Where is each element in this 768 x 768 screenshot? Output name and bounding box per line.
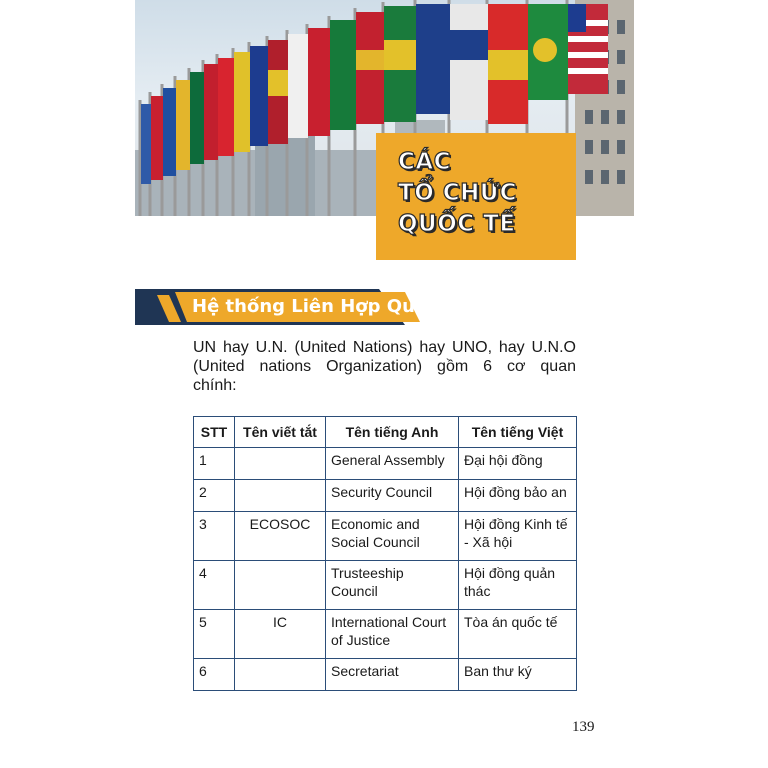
chapter-title-line-3: QUỐC TẾ bbox=[398, 211, 516, 237]
chapter-title-line-1: CÁC bbox=[398, 149, 452, 175]
cell-stt: 1 bbox=[194, 448, 235, 480]
cell-english-name: Security Council bbox=[326, 480, 459, 512]
header-vietnamese-name: Tên tiếng Việt bbox=[459, 417, 577, 448]
cell-abbreviation bbox=[235, 561, 326, 610]
cell-abbreviation: ECOSOC bbox=[235, 512, 326, 561]
cell-abbreviation bbox=[235, 448, 326, 480]
cell-english-name: Economic and Social Council bbox=[326, 512, 459, 561]
table-header-row bbox=[194, 417, 577, 448]
section-heading: Hệ thống Liên Hợp Quốc bbox=[192, 296, 438, 317]
cell-vietnamese-name: Hội đồng quản thác bbox=[459, 561, 577, 610]
cell-english-name: International Court of Justice bbox=[326, 610, 459, 659]
cell-stt: 5 bbox=[194, 610, 235, 659]
table-row bbox=[194, 659, 577, 691]
table-row bbox=[194, 561, 577, 610]
un-organs-table bbox=[193, 416, 577, 691]
intro-line-1: UN hay U.N. (United Nations) hay UNO, hay U.N.O bbox=[193, 339, 576, 356]
chapter-title-line-2: TỔ CHỨC bbox=[398, 180, 517, 206]
cell-vietnamese-name: Ban thư ký bbox=[459, 659, 577, 691]
header-abbreviation: Tên viết tắt bbox=[235, 417, 326, 448]
cell-stt: 6 bbox=[194, 659, 235, 691]
cell-vietnamese-name: Hội đồng bảo an bbox=[459, 480, 577, 512]
cell-stt: 4 bbox=[194, 561, 235, 610]
header-english-name: Tên tiếng Anh bbox=[326, 417, 459, 448]
intro-line-2: (United nations Organization) gồm 6 cơ quan bbox=[193, 358, 576, 375]
table-row bbox=[194, 480, 577, 512]
cell-english-name: Secretariat bbox=[326, 659, 459, 691]
cell-vietnamese-name: Tòa án quốc tế bbox=[459, 610, 577, 659]
chapter-title-box bbox=[376, 133, 576, 260]
cell-english-name: General Assembly bbox=[326, 448, 459, 480]
intro-paragraph bbox=[193, 338, 576, 395]
page-number: 139 bbox=[572, 719, 595, 735]
cell-abbreviation: IC bbox=[235, 610, 326, 659]
cell-abbreviation bbox=[235, 659, 326, 691]
cell-stt: 2 bbox=[194, 480, 235, 512]
cell-vietnamese-name: Đại hội đồng bbox=[459, 448, 577, 480]
cell-english-name: Trusteeship Council bbox=[326, 561, 459, 610]
table-row bbox=[194, 610, 577, 659]
table-row bbox=[194, 448, 577, 480]
cell-abbreviation bbox=[235, 480, 326, 512]
cell-stt: 3 bbox=[194, 512, 235, 561]
header-stt: STT bbox=[194, 417, 235, 448]
table-row bbox=[194, 512, 577, 561]
intro-line-3: chính: bbox=[193, 377, 237, 394]
cell-vietnamese-name: Hội đồng Kinh tế - Xã hội bbox=[459, 512, 577, 561]
